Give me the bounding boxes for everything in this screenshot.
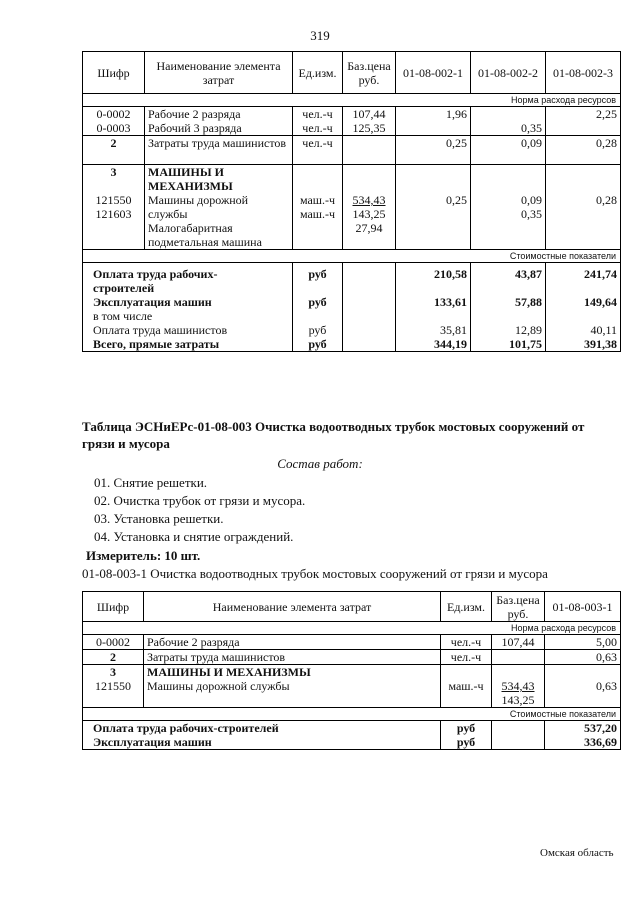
cell-line: 0-0002 [96,635,130,649]
cell-line [399,121,467,135]
value-cell [471,165,546,250]
resource-table-1 [82,51,621,352]
operation-item: 01. Снятие решетки. [94,475,208,490]
cell-line [147,693,437,707]
value-cell [545,650,621,665]
cost-unit-cell [293,263,343,352]
operation-item: 04. Установка и снятие ограждений. [94,529,294,544]
cell-line: 12,89 [515,323,542,337]
cell-line [444,693,488,707]
value-cell [546,165,621,250]
note-cell: Норма расхода ресурсов [83,622,621,635]
cell-line [346,235,392,249]
table-row [83,650,621,665]
table-row [83,136,621,165]
resource-table-2 [82,591,621,750]
cell-line: 121603 [95,207,132,221]
page-number: 319 [310,28,330,43]
code-cell [83,665,144,708]
cell-line: 344,19 [434,337,467,351]
cell-line: 107,44 [352,107,386,121]
code-cell [83,136,145,165]
cell-line: 143,25 [352,207,386,221]
cell-line: Эксплуатация машин [93,735,212,749]
note-row [83,622,621,635]
cost-name-cell [83,721,441,750]
cell-line [548,665,617,679]
name-cell [145,107,293,136]
cell-line [346,150,392,164]
cell-line: 3 [110,165,117,179]
header-cell: Наименование элемента затрат [145,52,293,94]
cell-line: 27,94 [355,221,383,235]
cell-line [346,179,392,193]
cell-line: 125,35 [352,121,386,135]
cell-line: 336,69 [584,735,617,749]
cell-line: руб [308,337,327,351]
cell-line [346,136,392,150]
cell-line [86,150,141,164]
header-cell: 01-08-002-1 [396,52,471,94]
cell-line: 133,61 [434,295,467,309]
cell-line: 0,28 [596,136,617,150]
price-cell [492,650,545,665]
cell-line [549,165,617,179]
value-cell [471,136,546,165]
value-cell [545,665,621,708]
cell-line: Рабочий 3 разряда [148,121,242,135]
cost-value-cell [546,263,621,352]
value-cell [396,165,471,250]
cell-line: маш.-ч [299,207,336,221]
cell-line [549,221,617,235]
value-cell [396,107,471,136]
cell-line: Малогабаритная подметальная машина [148,221,262,249]
cell-line [549,281,617,295]
table-row [83,635,621,650]
table-row [83,665,621,708]
cell-line: 0,09 [521,136,542,150]
unit-cell [293,165,343,250]
name-cell [145,165,293,250]
cell-line [346,165,392,179]
cell-line [296,221,339,235]
cell-line: 0,35 [521,121,542,135]
cell-line: 391,38 [584,337,617,351]
cell-line [548,693,617,707]
header-cell: Шифр [83,592,144,622]
cell-line: 0,63 [596,679,617,693]
cost-value-cell [545,721,621,750]
cell-line: 534,43 [352,193,386,207]
operation-item: 03. Установка решетки. [94,511,224,526]
name-cell [144,635,441,650]
unit-cell [441,635,492,650]
cell-line: Оплата труда машинистов [93,323,228,337]
cell-line [399,165,467,179]
cell-line [474,107,542,121]
cell-line [399,150,467,164]
cell-line [495,650,541,664]
name-cell [144,665,441,708]
cell-line: 241,74 [584,267,617,281]
cell-line: Машины дорожной службы [148,193,249,221]
cell-line: 40,11 [590,323,617,337]
note-cell: Стоимостные показатели [83,708,621,721]
cell-line [495,665,541,679]
cost-name-cell [83,263,293,352]
cell-line: 0,25 [446,136,467,150]
cell-line: 537,20 [584,721,617,735]
cell-line [296,281,339,295]
cell-line: Всего, прямые затраты [93,337,220,351]
operation-item: 02. Очистка трубок от грязи и мусора. [94,493,306,508]
cell-line: 0,09 [521,193,542,207]
cell-line: 2,25 [596,107,617,121]
name-cell [144,650,441,665]
cell-line: маш.-ч [299,193,336,207]
cell-line: чел.-ч [302,121,333,135]
table-row [83,107,621,136]
cell-line: 0-0002 [96,107,131,121]
header-cell: Наименование элемента затрат [144,592,441,622]
rate-line: 01-08-003-1 Очистка водоотводных трубок мостовых сооружений от грязи и мусора [82,566,548,581]
cost-price-cell [343,263,396,352]
cell-line [399,309,467,323]
note-cell: Стоимостные показатели [83,250,621,263]
table-header-row [83,52,621,94]
code-cell [83,165,145,250]
cell-line [86,179,141,193]
cell-line: Машины дорожной службы [147,679,290,693]
cell-line: 107,44 [501,635,535,649]
unit-cell [293,107,343,136]
cell-line: 3 [110,665,116,679]
cell-line: 210,58 [434,267,467,281]
header-cell: Ед.изм. [441,592,492,622]
cell-line: чел.-ч [450,635,482,649]
cell-line: чел.-ч [302,136,333,150]
header-cell: Баз.цена руб. [492,592,545,622]
cell-line: МАШИНЫ И МЕХАНИЗМЫ [148,165,233,193]
header-cell: 01-08-002-3 [546,52,621,94]
cell-line: Рабочие 2 разряда [147,635,240,649]
cell-line: 0,35 [521,207,542,221]
unit-cell [441,665,492,708]
unit-cell [293,136,343,165]
cell-line: руб [308,323,327,337]
name-cell [145,136,293,165]
cell-line [399,221,467,235]
note-cell: Норма расхода ресурсов [83,94,621,107]
cell-line [296,165,339,179]
cell-line [474,281,542,295]
cell-line: чел.-ч [302,107,333,121]
note-row [83,94,621,107]
cell-line [474,221,542,235]
header-cell: 01-08-002-2 [471,52,546,94]
cell-line: руб [308,295,327,309]
cell-line: маш.-ч [448,679,484,693]
price-cell [343,136,396,165]
cell-line: чел.-ч [450,650,482,664]
cell-line [549,309,617,323]
cell-line: 121550 [95,679,131,693]
cell-line [296,309,339,323]
header-cell: Баз.цена руб. [343,52,396,94]
cell-line: 121550 [95,193,132,207]
cell-line: 143,25 [501,693,535,707]
cell-line [474,179,542,193]
note-row [83,708,621,721]
cell-line [474,165,542,179]
cell-line [86,221,141,235]
value-cell [396,136,471,165]
note-row [83,250,621,263]
header-cell: Ед.изм. [293,52,343,94]
cell-line [86,693,140,707]
price-cell [343,107,396,136]
cell-line: 149,64 [584,295,617,309]
header-cell: Шифр [83,52,145,94]
cell-line [399,207,467,221]
price-cell [492,665,545,708]
cell-line: Рабочие 2 разряда [148,107,241,121]
code-cell [83,650,144,665]
cost-row [83,721,621,750]
cell-line [399,281,467,295]
cell-line: 0,28 [596,193,617,207]
cell-line: Оплата труда рабочих-строителей [93,721,279,735]
cell-line [399,179,467,193]
cost-price-cell [492,721,545,750]
cell-line [549,179,617,193]
table-row [83,165,621,250]
composition-heading: Состав работ: [277,456,363,471]
cell-line: 0-0003 [96,121,131,135]
table-title: Таблица ЭСНиЕРс-01-08-003 Очистка водоотводных трубок мостовых сооружений от грязи и мусора [82,419,585,451]
cell-line [549,121,617,135]
code-cell [83,107,145,136]
meter-label: Измеритель: 10 шт. [86,548,201,563]
header-cell: 01-08-003-1 [545,592,621,622]
table-header-row [83,592,621,622]
cell-line [444,665,488,679]
cell-line: 534,43 [501,679,535,693]
cell-line: в том числе [93,309,153,323]
value-cell [545,635,621,650]
cell-line [474,309,542,323]
price-cell [492,635,545,650]
cell-line: руб [456,721,476,735]
price-cell [343,165,396,250]
cell-line: 43,87 [515,267,542,281]
cell-line: 2 [110,650,116,664]
cell-line: 35,81 [440,323,467,337]
cell-line: Оплата труда рабочих-строителей [93,267,218,295]
cell-line [296,150,339,164]
cell-line: 5,00 [596,635,617,649]
cost-value-cell [471,263,546,352]
cell-line: 1,96 [446,107,467,121]
unit-cell [441,650,492,665]
cell-line: 2 [110,136,117,150]
code-cell [83,635,144,650]
cell-line [474,150,542,164]
cell-line: 0,25 [446,193,467,207]
cell-line: 0,63 [596,650,617,664]
cost-row [83,263,621,352]
cell-line [549,207,617,221]
cell-line: 57,88 [515,295,542,309]
cell-line [549,150,617,164]
cell-line: Эксплуатация машин [93,295,212,309]
cell-line [296,179,339,193]
value-cell [546,107,621,136]
cell-line: МАШИНЫ И МЕХАНИЗМЫ [147,665,311,679]
cell-line: руб [308,267,327,281]
value-cell [546,136,621,165]
cell-line: 101,75 [509,337,542,351]
cell-line: Затраты труда машинистов [148,136,287,150]
cell-line: руб [456,735,476,749]
cost-value-cell [396,263,471,352]
footer-region: Омская область [540,847,614,859]
value-cell [471,107,546,136]
cell-line: Затраты труда машинистов [147,650,286,664]
cost-unit-cell [441,721,492,750]
